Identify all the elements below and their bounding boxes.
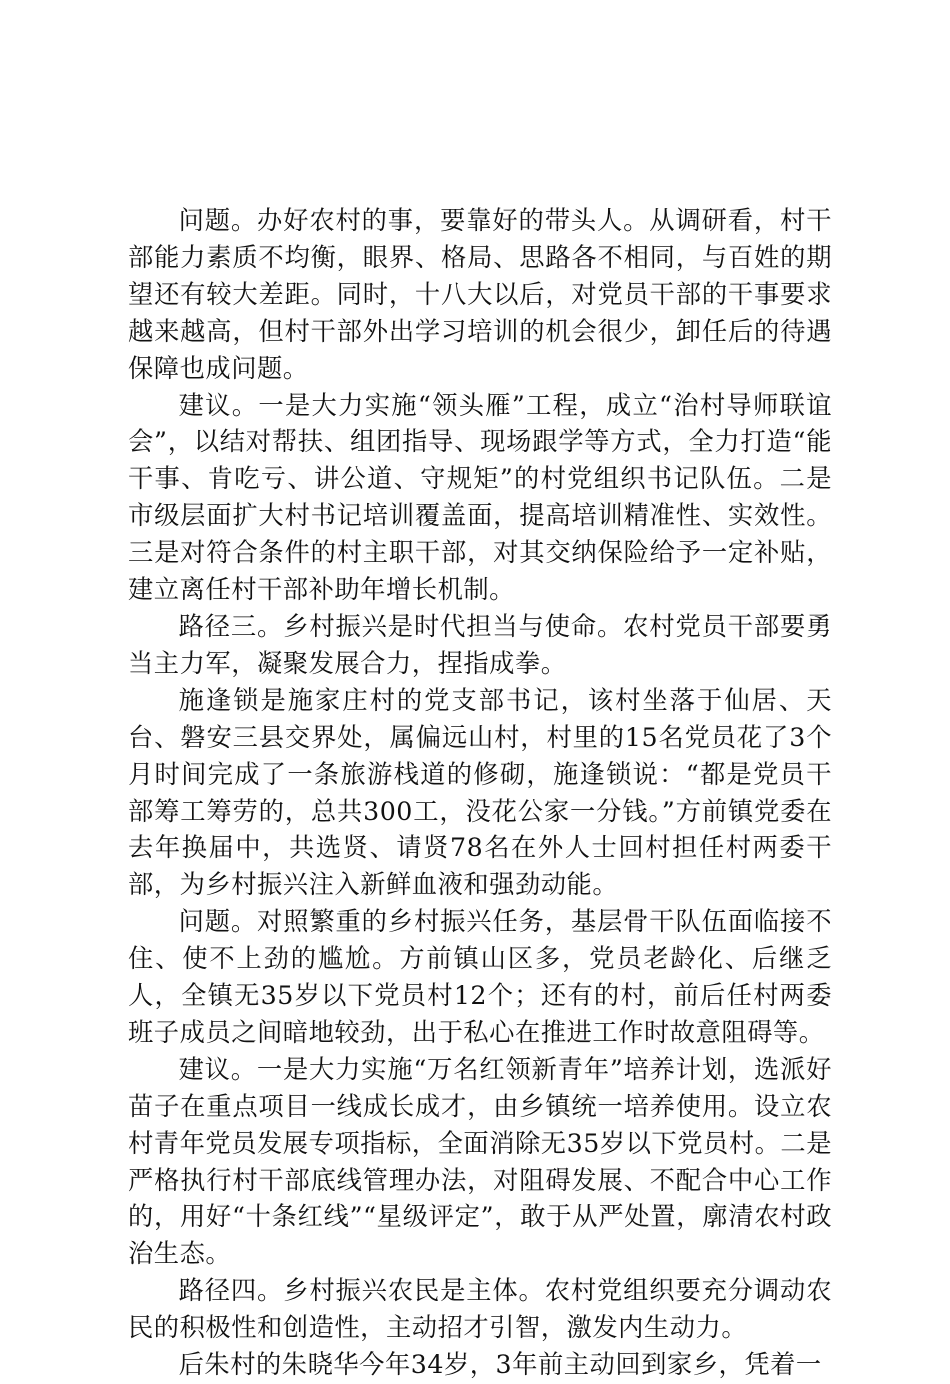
paragraph-path-three: 路径三。乡村振兴是时代担当与使命。农村党员干部要勇当主力军，凝聚发展合力，捏指成拳。 — [128, 611, 832, 678]
paragraph-path-four: 路径四。乡村振兴农民是主体。农村党组织要充分调动农民的积极性和创造性，主动招才引智，激发内生动力。 — [128, 1276, 832, 1343]
paragraph-example-shijiazhuang: 施逢锁是施家庄村的党支部书记，该村坐落于仙居、天台、磐安三县交界处，属偏远山村，村里的15名党员花了3个月时间完成了一条旅游栈道的修砌，施逢锁说：“都是党员干部筹工筹劳的，总共300工，没花公家一分钱。”方前镇党委在去年换届中，共选贤、请贤78名在外人士回村担任村两委干部，为乡村振兴注入新鲜血液和强劲动能。 — [128, 685, 832, 900]
paragraph-problem-backbone: 问题。对照繁重的乡村振兴任务，基层骨干队伍面临接不住、使不上劲的尴尬。方前镇山区多，党员老龄化、后继乏人，全镇无35岁以下党员村12个；还有的村，前后任村两委班子成员之间暗地较劲，出于私心在推进工作时故意阻碍等。 — [128, 907, 832, 1047]
paragraph-suggestion-youth: 建议。一是大力实施“万名红领新青年”培养计划，选派好苗子在重点项目一线成长成才，由乡镇统一培养使用。设立农村青年党员发展专项指标，全面消除无35岁以下党员村。二是严格执行村干部底线管理办法，对阻碍发展、不配合中心工作的，用好“十条红线”“星级评定”，敢于从严处置，廓清农村政治生态。 — [128, 1054, 832, 1269]
document-body — [128, 203, 832, 1384]
paragraph-example-houzhu: 后朱村的朱晓华今年34岁，3年前主动回到家乡，凭着一 — [178, 1350, 822, 1380]
paragraph-problem-leaders: 问题。办好农村的事，要靠好的带头人。从调研看，村干部能力素质不均衡，眼界、格局、思路各不相同，与百姓的期望还有较大差距。同时，十八大以后，对党员干部的干事要求越来越高，但村干部外出学习培训的机会很少，卸任后的待遇保障也成问题。 — [128, 206, 832, 383]
paragraph-suggestion-leaders: 建议。一是大力实施“领头雁”工程，成立“治村导师联谊会”，以结对帮扶、组团指导、现场跟学等方式，全力打造“能干事、肯吃亏、讲公道、守规矩”的村党组织书记队伍。二是市级层面扩大村书记培训覆盖面，提高培训精准性、实效性。三是对符合条件的村主职干部，对其交纳保险给予一定补贴，建立离任村干部补助年增长机制。 — [128, 390, 832, 605]
